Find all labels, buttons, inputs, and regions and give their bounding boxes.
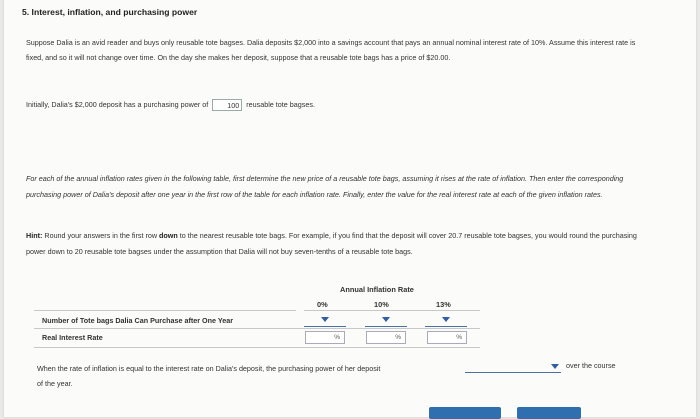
initial-purchasing-power-sentence — [26, 97, 636, 112]
scenario-paragraph: Suppose Dalia is an avid reader and buys only reusable tote bagses. Dalia deposits $2,000 into a savings account that pays an annual nominal interest rate of 10%. Assume this interest rate is fixed, and so it will not change over time. On the day she makes her deposit, suppose that a reusable tote bags has a price of $20.00. — [26, 38, 636, 62]
rate-col-2: 13% — [436, 300, 451, 309]
conclusion-text: When the rate of inflation is equal to the interest rate on Dalia's deposit, the purchasing power of her deposit — [37, 364, 381, 373]
tote-bags-dropdown-10pct[interactable] — [365, 315, 407, 327]
hint-text-1: Round your answers in the first row — [44, 231, 158, 240]
sentence-end: reusable tote bagses. — [246, 100, 315, 109]
save-button[interactable] — [517, 407, 581, 419]
real-rate-input-10pct[interactable]: % — [366, 331, 406, 344]
grade-button[interactable] — [429, 407, 501, 419]
row-label-real-interest: Real Interest Rate — [42, 333, 103, 342]
question-panel — [4, 0, 696, 417]
conclusion-text-end: of the year. — [37, 379, 73, 388]
real-rate-input-13pct[interactable]: % — [427, 331, 467, 344]
table-row-divider — [34, 328, 480, 329]
tote-bags-dropdown-13pct[interactable] — [425, 315, 467, 327]
table-header: Annual Inflation Rate — [340, 285, 414, 294]
hint-paragraph — [26, 228, 641, 260]
purchasing-power-change-dropdown[interactable] — [465, 362, 561, 373]
chevron-down-icon — [321, 317, 329, 322]
chevron-down-icon — [442, 317, 450, 322]
row-label-tote-bags: Number of Tote bags Dalia Can Purchase after One Year — [42, 316, 234, 325]
hint-text-2: to the nearest reusable tote bags. For example, if you find that the deposit will cover 20.7 reusable tote bagses, you would round the purchasing power down to 20 reusable tote bagses under the assumption that Dalia will not buy seven-tenths of a reusable tote bags. — [26, 231, 637, 256]
question-title: 5. Interest, inflation, and purchasing power — [22, 7, 198, 17]
rate-col-1: 10% — [374, 300, 389, 309]
table-divider-values — [304, 310, 480, 311]
tote-bags-dropdown-0pct[interactable] — [304, 315, 346, 327]
conclusion-text-after: over the course — [566, 361, 616, 370]
rate-col-0: 0% — [317, 300, 328, 309]
sentence-start: Initially, Dalia's $2,000 deposit has a purchasing power of — [26, 100, 209, 109]
chevron-down-icon — [551, 364, 559, 369]
hint-label: Hint: — [26, 231, 43, 240]
purchasing-power-input[interactable]: 100 — [212, 99, 242, 111]
table-divider-label — [34, 310, 296, 311]
instructions-paragraph: For each of the annual inflation rates given in the following table, first determine the new price of a reusable tote bags, assuming it rises at the rate of inflation. Then enter the corresponding purchasing power of Dalia's deposit after one year in the first row of the table for each inflation rate. Finally, enter the value for the real interest rate at each of the given inflation rates. — [26, 174, 624, 199]
chevron-down-icon — [382, 317, 390, 322]
table-bottom-divider — [34, 347, 480, 348]
real-rate-input-0pct[interactable]: % — [305, 331, 345, 344]
hint-down-emphasis: down — [159, 231, 178, 240]
